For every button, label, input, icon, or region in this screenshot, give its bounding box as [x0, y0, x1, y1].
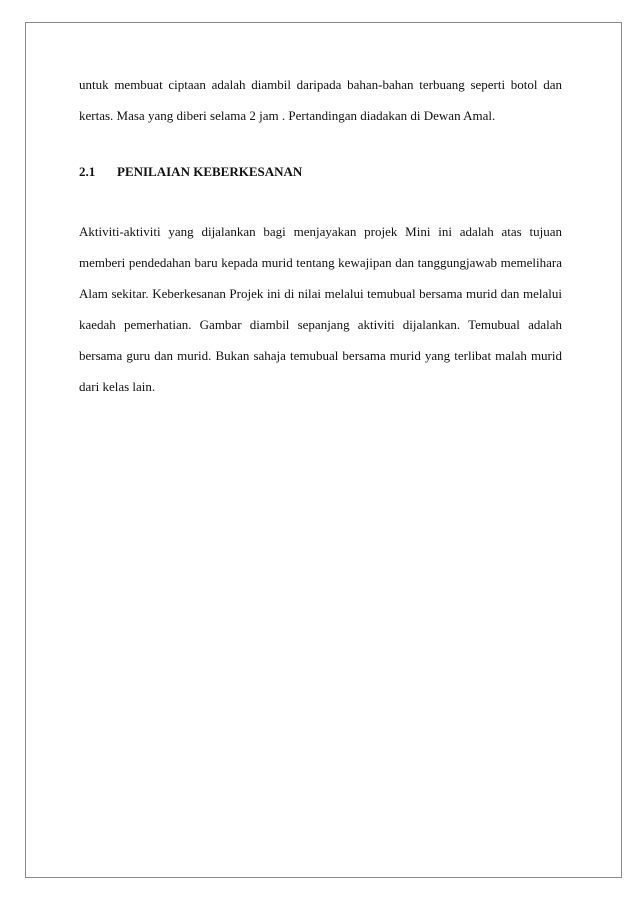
- section-heading: [79, 164, 302, 180]
- section-number: 2.1: [79, 164, 96, 179]
- page-border: [25, 22, 622, 878]
- paragraph-evaluation: Aktiviti-aktiviti yang dijalankan bagi menjayakan projek Mini ini adalah atas tujuan memberi pendedahan baru kepada murid tentang kewajipan dan tanggungjawab memelihara Alam sekitar. Keberkesanan Projek ini di nilai melalui temubual bersama murid dan melalui kaedah pemerhatian. Gambar diambil sepanjang aktiviti dijalankan. Temubual adalah bersama guru dan murid. Bukan sahaja temubual bersama murid yang terlibat malah murid dari kelas lain.: [79, 224, 562, 394]
- paragraph-intro: untuk membuat ciptaan adalah diambil daripada bahan-bahan terbuang seperti botol dan kertas. Masa yang diberi selama 2 jam . Pertandingan diadakan di Dewan Amal.: [79, 77, 562, 123]
- section-title: PENILAIAN KEBERKESANAN: [117, 164, 303, 179]
